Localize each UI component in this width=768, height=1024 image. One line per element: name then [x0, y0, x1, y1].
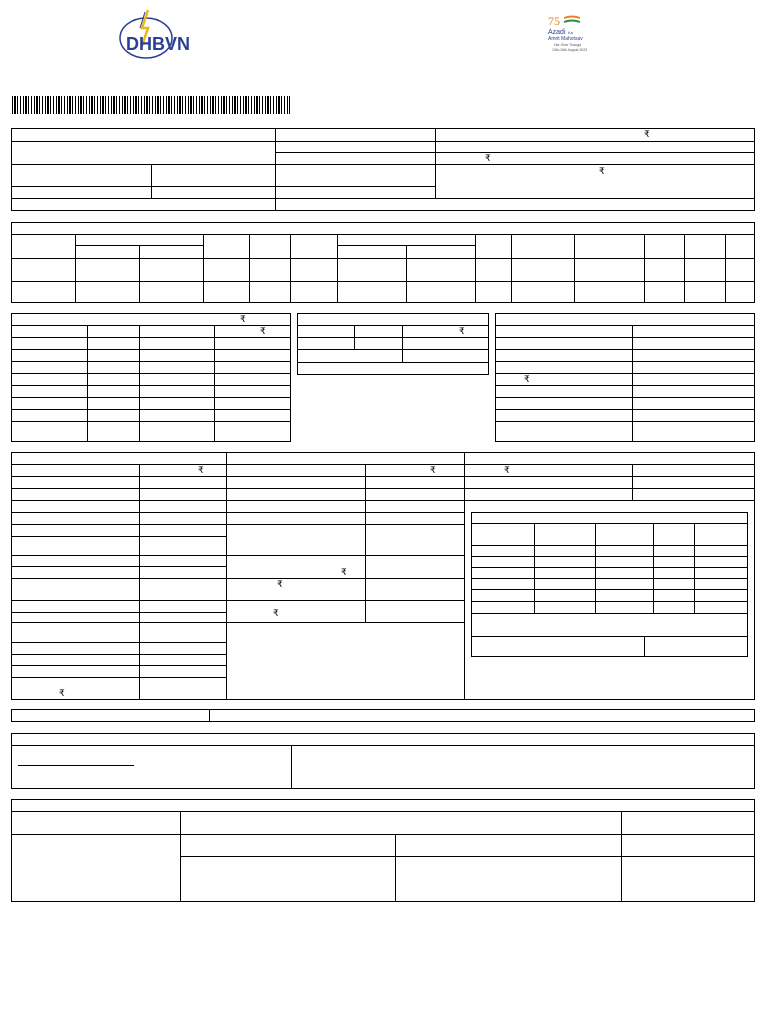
rupee-symbol: ₹: [459, 326, 465, 336]
ka-word: Ka: [568, 30, 573, 35]
tariff-details-panel: [495, 313, 755, 442]
har-ghar-tiranga: Har Ghar Tiranga: [554, 43, 582, 47]
azadi-word: Azadi: [548, 29, 566, 36]
rupee-symbol: ₹: [485, 153, 491, 163]
rupee-symbol: ₹: [260, 326, 266, 336]
dhbvn-logo: [112, 8, 192, 62]
rupee-symbol: ₹: [504, 465, 510, 475]
rupee-symbol: ₹: [198, 465, 204, 475]
remarks-row: [11, 709, 755, 722]
amrit-mahotsav-word: Amrit Mahotsav: [548, 36, 583, 42]
rupee-symbol: ₹: [273, 608, 279, 618]
notice-section: [11, 733, 755, 789]
consumption-history-panel: [11, 313, 291, 442]
payment-details-panel: [297, 313, 489, 375]
azadi-number: 75: [548, 14, 560, 28]
bill-barcode: [12, 96, 290, 114]
azadi-dates: 13th-15th August 2022: [552, 48, 588, 52]
rupee-symbol: ₹: [341, 567, 347, 577]
azadi-ka-amrit-mahotsav-logo: [544, 14, 600, 54]
rupee-symbol: ₹: [59, 688, 65, 698]
rupee-symbol: ₹: [240, 314, 246, 324]
dhbvn-logo-d: DHBVN: [126, 34, 191, 54]
rupee-symbol: ₹: [430, 465, 436, 475]
payment-counter-section: [11, 799, 755, 902]
rupee-symbol: ₹: [644, 129, 650, 139]
signature-line: [18, 765, 134, 766]
rupee-symbol: ₹: [277, 579, 283, 589]
rupee-symbol: ₹: [599, 166, 605, 176]
rupee-symbol: ₹: [524, 374, 530, 384]
